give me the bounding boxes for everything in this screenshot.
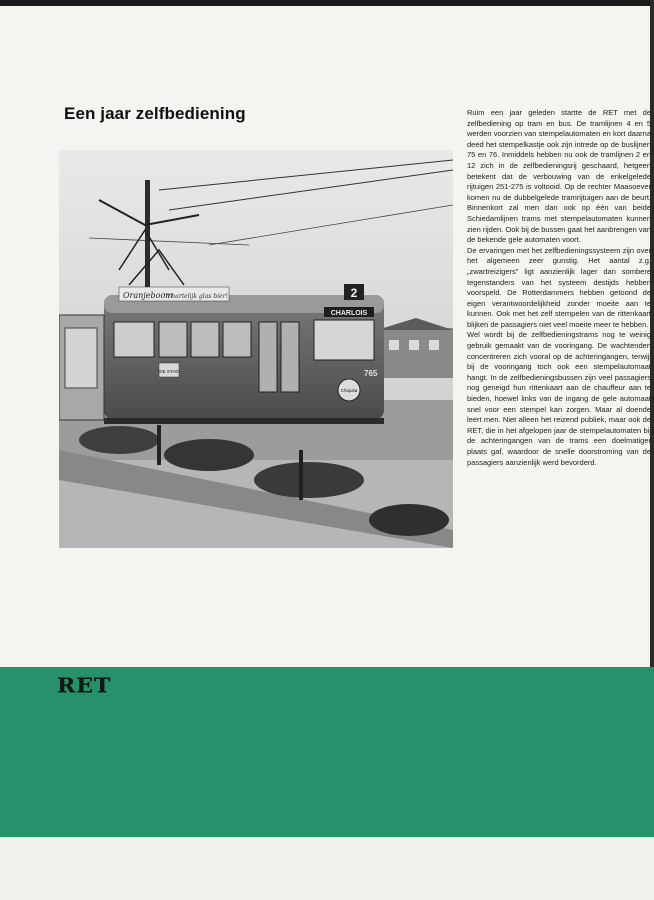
ret-logo: RET xyxy=(57,673,112,699)
tram-fleet-number: 765 xyxy=(364,369,378,378)
bottom-margin xyxy=(0,837,654,900)
side-badge: Chiquita xyxy=(340,388,358,393)
roof-ad-slogan: 'n hartelijk glas bier! xyxy=(164,293,228,300)
roof-ad-brand: Oranjeboom xyxy=(123,291,173,300)
destination-sign: CHARLOIS xyxy=(330,310,368,317)
article-body xyxy=(467,108,651,468)
side-ad: DE STAD xyxy=(159,369,179,374)
page-heading: Een jaar zelfbediening xyxy=(64,104,246,123)
article-paragraph-1: Ruim een jaar geleden startte de RET met de zelfbediening op tram en bus. De tramlijnen 4 en 5 werden voorzien van stempelautomaten en kort daarna deed het stempelkastje ook zijn intrede op de buslijnen 75 en 76. Inmiddels hebben nu ook de tramlijnen 2 en 12 zich in de zelfbedieningsrij geschaard, hetgeen betekent dat de verbouwing van de enkelgelede rijtuigen 251-275 is voltooid. Op de rechter Maasoever komen nu de dubbelgelede tramrijtuigen aan de beurt. Binnenkort zal men dan ook op één van beide Schiedamlijnen trams met stempelautomaten kunnen zien rijden. Ook bij de bussen gaat het aanbrengen van de bekende gele automaten voort. xyxy=(467,108,651,245)
article-paragraph-2: De ervaringen met het zelfbedieningssysteem zijn over het algemeen zeer gunstig. Het aantal z.g. „zwartreizigers" ligt aanzienlijk lager dan sombere tegenstanders van het systeem destijds hebben voorspeld. De Rotterdammers hebben getoond de eigen verantwoordelijkheid zonder moeite aan te kunnen. Ook met het zelf stempelen van de rittenkaart blijken de passagiers niet veel moeite meer te hebben. xyxy=(467,245,651,329)
article-paragraph-3: Wel wordt bij de zelfbedieningstrams nog te weinig gebruik gemaakt van de vooringang. De wachtenden concentreren zich vooral op de achteringangen, terwijl bij de vooringang toch ook een stempelautomaat hangt. In de zelfbedieningsbussen zijn veel passagiers nog geneigd hun rittenkaart aan de chauffeur aan te bieden, hoewel links van de ingang de gele automaat snel voor een stempel kan zorgen. Maar al doende leert men. Niet alleen het reizend publiek, maar ook de RET, die in het afgelopen jaar de stempelautomaten bij de achteringangen van de trams een doelmatiger plaats gaf, waardoor de snelle doorstroming van de passagiers aanzienlijk werd bevorderd. xyxy=(467,330,651,467)
route-number: 2 xyxy=(350,286,358,300)
scan-edge-top xyxy=(0,0,654,6)
tram-photo xyxy=(59,150,453,548)
